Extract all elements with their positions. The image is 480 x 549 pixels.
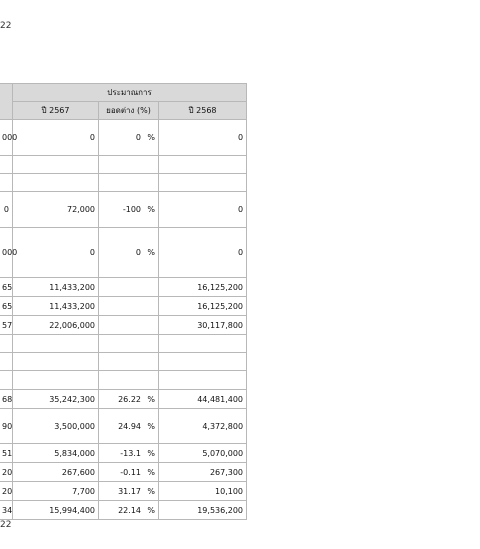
- cell-year-2568: 19,536,200: [159, 501, 247, 520]
- percent-sign: %: [147, 448, 155, 458]
- percent-sign: %: [147, 486, 155, 496]
- cell-prev-year: 000: [0, 228, 13, 278]
- cell-diff-percent: [99, 353, 159, 371]
- cell-year-2568: 16,125,200: [159, 278, 247, 297]
- cell-prev-year: 65: [0, 297, 13, 316]
- table-row: [0, 156, 247, 174]
- table-row: [0, 371, 247, 390]
- table-row: [0, 409, 247, 444]
- diff-value: 31.17: [118, 486, 141, 496]
- cell-year-2567: 11,433,200: [13, 297, 99, 316]
- cell-year-2568: [159, 174, 247, 192]
- cell-year-2567: 35,242,300: [13, 390, 99, 409]
- table-row: [0, 482, 247, 501]
- table-row: [0, 174, 247, 192]
- budget-table: [0, 83, 247, 520]
- percent-sign: %: [147, 133, 155, 142]
- cell-diff-percent: [99, 174, 159, 192]
- cell-year-2568: 0: [159, 192, 247, 228]
- cell-diff-percent: [99, 501, 159, 520]
- percent-sign: %: [147, 248, 155, 257]
- header-year-2567: ปี 2567: [13, 102, 99, 120]
- cell-year-2567: 7,700: [13, 482, 99, 501]
- cell-year-2567: 0: [13, 120, 99, 156]
- cell-diff-percent: [99, 463, 159, 482]
- table-row: [0, 297, 247, 316]
- cell-year-2568: 44,481,400: [159, 390, 247, 409]
- header-row-group: [0, 84, 247, 102]
- cell-diff-percent: [99, 335, 159, 353]
- cell-year-2567: [13, 335, 99, 353]
- cell-prev-year: [0, 174, 13, 192]
- cell-prev-year: 51: [0, 444, 13, 463]
- cell-year-2568: 4,372,800: [159, 409, 247, 444]
- cell-year-2567: 0: [13, 228, 99, 278]
- header-year-2568: ปี 2568: [159, 102, 247, 120]
- header-prev-column: [0, 84, 13, 120]
- cell-diff-percent: [99, 278, 159, 297]
- diff-value: 0: [135, 248, 141, 257]
- cell-diff-percent: [99, 482, 159, 501]
- cell-diff-percent: [99, 297, 159, 316]
- cell-prev-year: 34: [0, 501, 13, 520]
- cell-prev-year: 000: [0, 120, 13, 156]
- table-row: [0, 335, 247, 353]
- page-number-bottom: 22: [0, 520, 12, 530]
- percent-sign: %: [147, 421, 155, 431]
- cell-diff-percent: [99, 409, 159, 444]
- cell-year-2568: 0: [159, 120, 247, 156]
- cell-diff-percent: [99, 444, 159, 463]
- cell-year-2567: 72,000: [13, 192, 99, 228]
- diff-value: 0: [135, 133, 141, 142]
- cell-prev-year: 0: [0, 192, 13, 228]
- percent-sign: %: [147, 505, 155, 515]
- diff-value: -13.1: [120, 448, 141, 458]
- cell-year-2568: [159, 371, 247, 390]
- cell-prev-year: [0, 335, 13, 353]
- table-row: [0, 228, 247, 278]
- cell-prev-year: [0, 371, 13, 390]
- cell-prev-year: [0, 353, 13, 371]
- cell-year-2567: 3,500,000: [13, 409, 99, 444]
- percent-sign: %: [147, 394, 155, 404]
- table-row: [0, 120, 247, 156]
- cell-prev-year: 65: [0, 278, 13, 297]
- cell-year-2567: 11,433,200: [13, 278, 99, 297]
- cell-diff-percent: [99, 228, 159, 278]
- cell-year-2568: [159, 156, 247, 174]
- page-number-top: 22: [0, 21, 12, 31]
- cell-year-2567: 22,006,000: [13, 316, 99, 335]
- cell-diff-percent: [99, 371, 159, 390]
- percent-sign: %: [147, 467, 155, 477]
- cell-diff-percent: [99, 390, 159, 409]
- budget-table-body: [0, 120, 247, 520]
- table-row: [0, 353, 247, 371]
- header-estimate: ประมาณการ: [13, 84, 247, 102]
- header-diff-percent: ยอดต่าง (%): [99, 102, 159, 120]
- cell-year-2568: 30,117,800: [159, 316, 247, 335]
- table-row: [0, 444, 247, 463]
- diff-value: 22.14: [118, 505, 141, 515]
- cell-year-2567: [13, 353, 99, 371]
- cell-year-2567: [13, 371, 99, 390]
- cell-year-2567: 267,600: [13, 463, 99, 482]
- table-row: [0, 390, 247, 409]
- cell-year-2568: [159, 335, 247, 353]
- cell-diff-percent: [99, 192, 159, 228]
- table-row: [0, 192, 247, 228]
- cell-diff-percent: [99, 120, 159, 156]
- cell-year-2568: 5,070,000: [159, 444, 247, 463]
- cell-year-2568: 16,125,200: [159, 297, 247, 316]
- cell-prev-year: 20: [0, 482, 13, 501]
- cell-year-2567: [13, 174, 99, 192]
- table-row: [0, 501, 247, 520]
- cell-diff-percent: [99, 156, 159, 174]
- cell-year-2567: [13, 156, 99, 174]
- cell-prev-year: [0, 156, 13, 174]
- cell-prev-year: 57: [0, 316, 13, 335]
- header-row-years: [0, 102, 247, 120]
- cell-year-2568: 267,300: [159, 463, 247, 482]
- cell-year-2568: 0: [159, 228, 247, 278]
- cell-year-2568: 10,100: [159, 482, 247, 501]
- cell-year-2567: 15,994,400: [13, 501, 99, 520]
- cell-diff-percent: [99, 316, 159, 335]
- cell-prev-year: 20: [0, 463, 13, 482]
- percent-sign: %: [147, 205, 155, 214]
- cell-prev-year: 68: [0, 390, 13, 409]
- diff-value: 24.94: [118, 421, 141, 431]
- cell-prev-year: 90: [0, 409, 13, 444]
- diff-value: 26.22: [118, 394, 141, 404]
- table-row: [0, 463, 247, 482]
- diff-value: -0.11: [120, 467, 141, 477]
- cell-year-2568: [159, 353, 247, 371]
- table-row: [0, 316, 247, 335]
- table-row: [0, 278, 247, 297]
- cell-year-2567: 5,834,000: [13, 444, 99, 463]
- diff-value: -100: [122, 205, 141, 214]
